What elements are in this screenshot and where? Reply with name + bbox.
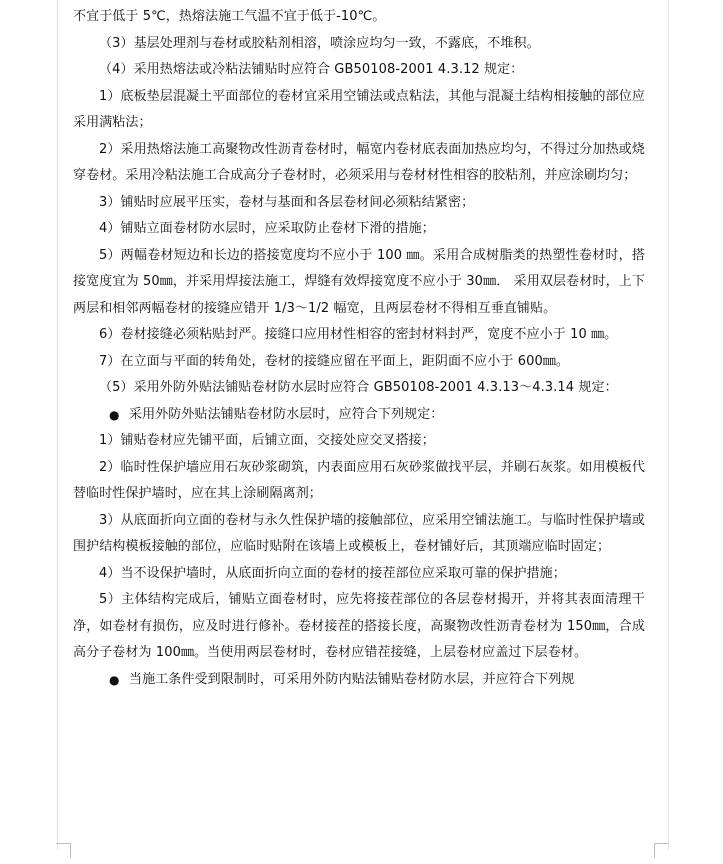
paragraph: 5）两幅卷材短边和长边的搭接宽度均不应小于 100 ㎜。采用合成树脂类的热塑性卷材时，搭接宽度宜为 50㎜，并采用焊接法施工，焊缝有效焊接宽度不应小于 30㎜． 采用双层卷材时，上下两层和相邻两幅卷材的接缝应错开 1/3～1/2 幅宽，且两层卷材不得相互垂直铺贴。 — [73, 247, 645, 316]
paragraph: 4）铺贴立面卷材防水层时，应采取防止卷材下滑的措施； — [99, 221, 435, 236]
paragraph: 1）铺贴卷材应先铺平面，后铺立面，交接处应交叉搭接； — [99, 433, 435, 448]
bullet-icon: ● — [109, 407, 120, 422]
paragraph: 5）主体结构完成后，铺贴立面卷材时，应先将接茬部位的各层卷材揭开，并将其表面清理干净，如卷材有损伤，应及时进行修补。卷材接茬的搭接长度，高聚物改性沥青卷材为 150㎜，合成高分子卷材为 100㎜。当使用两层卷材时，卷材应错茬接缝，上层卷材应盖过下层卷材。 — [73, 592, 645, 660]
paragraph: 7）在立面与平面的转角处，卷材的接缝应留在平面上，距阴面不应小于 600㎜。 — [99, 353, 570, 369]
bullet-item — [73, 402, 645, 429]
paragraph: 6）卷材接缝必须粘贴封严。接缝口应用材性相容的密封材料封严，宽度不应小于 10 ㎜。 — [99, 327, 618, 342]
paragraph: （3）基层处理剂与卷材或胶粘剂相溶，喷涂应均匀一致，不露底，不堆积。 — [99, 35, 540, 51]
paragraph: 4）当不设保护墙时，从底面折向立面的卷材的接茬部位应采取可靠的保护措施； — [99, 565, 566, 581]
paragraph: 不宜于低于 5℃，热熔法施工气温不宜于低于-10℃。 — [73, 9, 386, 24]
right-margin-line — [668, 0, 669, 850]
paragraph: 2）采用热熔法施工高聚物改性沥青卷材时，幅宽内卷材底表面加热应均匀，不得过分加热或烧穿卷材。采用冷粘法施工合成高分子卷材时，必须采用与卷材材性相容的胶粘剂，并应涂刷均匀； — [73, 141, 645, 183]
bullet-text: 采用外防外贴法铺贴卷材防水层时，应符合下列规定： — [129, 406, 444, 422]
paragraph: 1）底板垫层混凝土平面部位的卷材宜采用空铺法或点粘法，其他与混凝土结构相接触的部位应采用满粘法； — [73, 88, 645, 130]
paragraph: （4）采用热熔法或冷粘法铺贴时应符合 GB50108-2001 4.3.12 规定： — [99, 62, 524, 77]
bullet-text: 当施工条件受到限制时，可采用外防内贴法铺贴卷材防水层，并应符合下列规 — [129, 671, 575, 687]
bullet-item — [73, 667, 645, 694]
paragraph: 3）铺贴时应展平压实，卷材与基面和各层卷材间必须粘结紧密； — [99, 194, 475, 210]
page-corner-mark-left — [56, 843, 71, 858]
bullet-icon: ● — [109, 672, 120, 687]
document-body — [73, 4, 645, 693]
page-corner-mark-right — [654, 843, 669, 858]
paragraph: 3）从底面折向立面的卷材与永久性保护墙的接触部位，应采用空铺法施工。与临时性保护墙或围护结构模板接触的部位，应临时贴附在该墙上或模板上，卷材铺好后，其顶端应临时固定； — [73, 512, 645, 554]
left-margin-line — [57, 0, 58, 850]
paragraph: （5）采用外防外贴法铺贴卷材防水层时应符合 GB50108-2001 4.3.13～4.3.14 规定： — [99, 380, 618, 395]
paragraph: 2）临时性保护墙应用石灰砂浆砌筑，内表面应用石灰砂浆做找平层，并刷石灰浆。如用模板代替临时性保护墙时，应在其上涂刷隔离剂； — [73, 459, 645, 501]
